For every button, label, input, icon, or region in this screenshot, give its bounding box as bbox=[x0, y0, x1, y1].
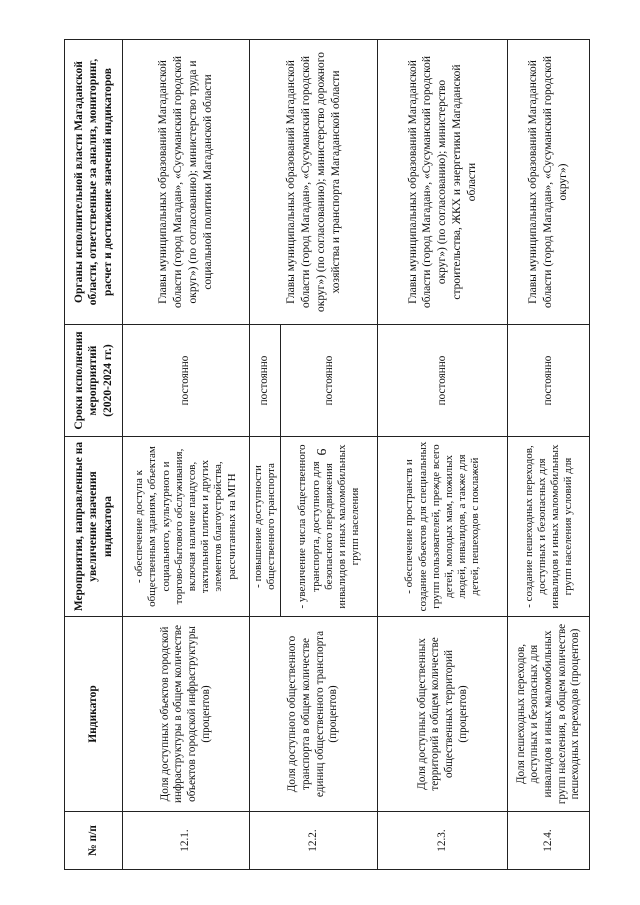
row-term: постоянно bbox=[281, 325, 378, 437]
row-activity: - повышение доступности общественного транспорта bbox=[250, 437, 281, 617]
row-organs: Главы муниципальных образований Магаданской области (город Магадан», «Сусуманский городской округ») (по согласованию); министерство дорожного хозяйства и транспорта Магаданской области bbox=[250, 40, 378, 325]
row-indicator: Доля доступного общественного транспорта в общем количестве единиц общественного транспорта (процентов) bbox=[250, 617, 378, 812]
row-term: постоянно bbox=[508, 325, 590, 437]
row-num: 12.1. bbox=[123, 812, 250, 870]
header-num: № п/п bbox=[65, 812, 123, 870]
row-num: 12.4. bbox=[508, 812, 590, 870]
table-row bbox=[250, 40, 281, 870]
row-indicator: Доля пешеходных переходов, доступных и безопасных для инвалидов и иных маломобильных групп населения, в общем количестве пешеходных переходов (процентов) bbox=[508, 617, 590, 812]
row-activity: - обеспечение пространств и создание объектов для специальных групп пользователей, прежде всего детей, молодых мам, пожилых людей, инвалидов, а также для детей, пешеходов с поклажей bbox=[378, 437, 508, 617]
table-row bbox=[123, 40, 250, 870]
row-term: постоянно bbox=[123, 325, 250, 437]
header-terms: Сроки исполнения мероприятий (2020-2024 гг.) bbox=[65, 325, 123, 437]
table-header-row bbox=[65, 40, 123, 870]
table-row bbox=[378, 40, 508, 870]
row-organs: Главы муниципальных образований Магаданской области (город Магадан», «Сусуманский городской округ») (по согласованию); министерство труда и социальной политики Магаданской области bbox=[123, 40, 250, 325]
row-indicator: Доля доступных общественных территорий в общем количестве общественных территорий (процентов) bbox=[378, 617, 508, 812]
row-organs: Главы муниципальных образований Магаданской области (город Магадан», «Сусуманский городской округ») bbox=[508, 40, 590, 325]
row-term: постоянно bbox=[250, 325, 281, 437]
header-organs: Органы исполнительной власти Магаданской области, ответственные за анализ, мониторинг, расчет и достижение значений индикаторов bbox=[65, 40, 123, 325]
table-row bbox=[508, 40, 590, 870]
page-number: 9 bbox=[313, 448, 328, 456]
row-organs: Главы муниципальных образований Магаданской области (город Магадан», «Сусуманский городской округ») (по согласованию); министерство строительства, ЖКХ и энергетики Магаданской области bbox=[378, 40, 508, 325]
row-indicator: Доля доступных объектов городской инфраструктуры в общем количестве объектов городской инфраструктуры (процентов) bbox=[123, 617, 250, 812]
header-indicator: Индикатор bbox=[65, 617, 123, 812]
header-activities: Мероприятия, направленные на увеличение значения индикатора bbox=[65, 437, 123, 617]
row-num: 12.3. bbox=[378, 812, 508, 870]
indicators-table bbox=[64, 39, 590, 870]
row-term: постоянно bbox=[378, 325, 508, 437]
row-num: 12.2. bbox=[250, 812, 378, 870]
row-activity: - создание пешеходных переходов, доступных и безопасных для инвалидов и иных маломобильных групп населения условий для bbox=[508, 437, 590, 617]
rotated-table-container bbox=[64, 40, 588, 870]
row-activity: - увеличение числа общественного транспорта, доступного для безопасного передвижения инвалидов и иных маломобильных групп населения bbox=[281, 437, 378, 617]
row-activity: - обеспечение доступа к общественным зданиям, объектам социального, культурного и торгово-бытового обслуживания, включая наличие пандусов, тактильной плитки и других элементов благоустройства, рассчитанных на МГН bbox=[123, 437, 250, 617]
